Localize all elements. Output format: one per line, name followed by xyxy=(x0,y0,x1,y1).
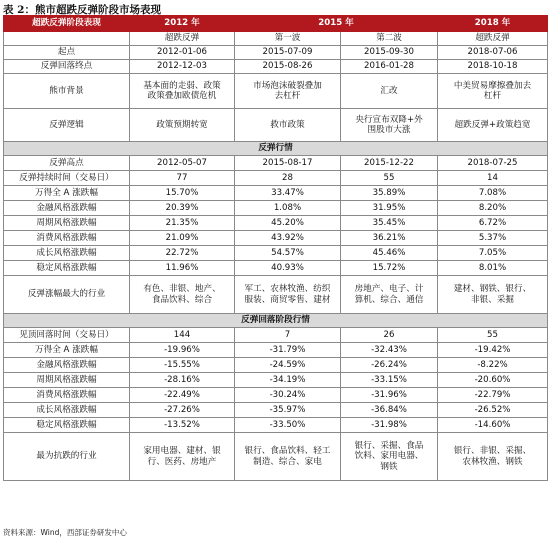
data-cell: 6.72% xyxy=(438,216,548,231)
data-cell: 政策预期转宽 xyxy=(130,109,235,142)
data-cell: 2018-07-25 xyxy=(438,156,548,171)
data-cell: 8.01% xyxy=(438,261,548,276)
row-label-cell: 反弹涨幅最大的行业 xyxy=(4,276,130,314)
subheader-row xyxy=(4,32,548,46)
market-table xyxy=(3,15,548,481)
row-label-cell: 万得全 A 涨跌幅 xyxy=(4,343,130,358)
data-cell: -31.98% xyxy=(341,418,438,433)
table-row xyxy=(4,74,548,109)
data-cell: 救市政策 xyxy=(235,109,341,142)
data-cell: 15.70% xyxy=(130,186,235,201)
data-cell: 15.72% xyxy=(341,261,438,276)
row-label-cell: 见顶回落时间（交易日） xyxy=(4,328,130,343)
table-row xyxy=(4,433,548,481)
table-row xyxy=(4,418,548,433)
data-cell: 超跌反弹+政策趋宽 xyxy=(438,109,548,142)
data-cell: 2015-07-09 xyxy=(235,46,341,60)
data-cell: 45.46% xyxy=(341,246,438,261)
data-cell: 35.45% xyxy=(341,216,438,231)
row-label-cell: 金融风格涨跌幅 xyxy=(4,358,130,373)
data-cell: -20.60% xyxy=(438,373,548,388)
row-label-cell: 周期风格涨跌幅 xyxy=(4,373,130,388)
table-row xyxy=(4,109,548,142)
data-cell: 基本面的走弱、政策 政策叠加欧债危机 xyxy=(130,74,235,109)
section-row xyxy=(4,142,548,156)
header-cell-2018: 2018 年 xyxy=(438,16,548,32)
data-cell: 21.09% xyxy=(130,231,235,246)
table-row xyxy=(4,388,548,403)
data-cell: 8.20% xyxy=(438,201,548,216)
subheader-empty xyxy=(4,32,130,46)
table-row xyxy=(4,46,548,60)
data-cell: 55 xyxy=(341,171,438,186)
table-row xyxy=(4,156,548,171)
data-cell: -22.49% xyxy=(130,388,235,403)
data-cell: 银行、食品饮料、轻工 制造、综合、家电 xyxy=(235,433,341,481)
data-cell: -14.60% xyxy=(438,418,548,433)
data-cell: -22.79% xyxy=(438,388,548,403)
table-row xyxy=(4,186,548,201)
data-cell: -26.24% xyxy=(341,358,438,373)
data-cell: 11.96% xyxy=(130,261,235,276)
table-row xyxy=(4,231,548,246)
data-cell: 2015-09-30 xyxy=(341,46,438,60)
data-cell: -26.52% xyxy=(438,403,548,418)
section-row xyxy=(4,314,548,328)
row-label-cell: 消费风格涨跌幅 xyxy=(4,388,130,403)
data-cell: 45.20% xyxy=(235,216,341,231)
data-cell: -8.22% xyxy=(438,358,548,373)
data-cell: 5.37% xyxy=(438,231,548,246)
data-cell: 43.92% xyxy=(235,231,341,246)
data-cell: 汇改 xyxy=(341,74,438,109)
row-label-cell: 成长风格涨跌幅 xyxy=(4,246,130,261)
data-cell: 21.35% xyxy=(130,216,235,231)
row-label-cell: 反弹逻辑 xyxy=(4,109,130,142)
data-cell: 7.05% xyxy=(438,246,548,261)
table-row xyxy=(4,403,548,418)
data-cell: 2015-12-22 xyxy=(341,156,438,171)
data-cell: 28 xyxy=(235,171,341,186)
header-cell-label: 超跌反弹阶段表现 xyxy=(4,16,130,32)
data-cell: -32.43% xyxy=(341,343,438,358)
data-cell: -35.97% xyxy=(235,403,341,418)
data-cell: -33.50% xyxy=(235,418,341,433)
data-cell: 35.89% xyxy=(341,186,438,201)
data-cell: 77 xyxy=(130,171,235,186)
row-label-cell: 反弹高点 xyxy=(4,156,130,171)
table-row xyxy=(4,60,548,74)
data-cell: -19.96% xyxy=(130,343,235,358)
data-cell: 36.21% xyxy=(341,231,438,246)
table-row xyxy=(4,358,548,373)
data-cell: -13.52% xyxy=(130,418,235,433)
subheader-cell: 超跌反弹 xyxy=(130,32,235,46)
row-label-cell: 万得全 A 涨跌幅 xyxy=(4,186,130,201)
data-cell: 1.08% xyxy=(235,201,341,216)
data-cell: 2012-01-06 xyxy=(130,46,235,60)
row-label-cell: 周期风格涨跌幅 xyxy=(4,216,130,231)
data-cell: 144 xyxy=(130,328,235,343)
table-caption: 表 2：熊市超跌反弹阶段市场表现 xyxy=(3,4,161,16)
data-cell: -24.59% xyxy=(235,358,341,373)
data-cell: 2015-08-26 xyxy=(235,60,341,74)
table-row xyxy=(4,373,548,388)
table-header-row xyxy=(4,16,548,32)
data-cell: 7 xyxy=(235,328,341,343)
data-cell: 40.93% xyxy=(235,261,341,276)
data-cell: 55 xyxy=(438,328,548,343)
table-row xyxy=(4,216,548,231)
header-cell-2015: 2015 年 xyxy=(235,16,438,32)
row-label-cell: 反弹回落终点 xyxy=(4,60,130,74)
market-table-container xyxy=(3,15,547,481)
table-row xyxy=(4,246,548,261)
data-cell: 中美贸易摩擦叠加去 杠杆 xyxy=(438,74,548,109)
data-cell: 2012-05-07 xyxy=(130,156,235,171)
data-cell: 20.39% xyxy=(130,201,235,216)
data-cell: -31.96% xyxy=(341,388,438,403)
data-cell: 银行、采掘、食品 饮料、家用电器、 钢铁 xyxy=(341,433,438,481)
data-cell: 2015-08-17 xyxy=(235,156,341,171)
source-note: 资料来源：Wind，西部证券研发中心 xyxy=(3,528,127,537)
table-body xyxy=(4,16,548,481)
data-cell: 军工、农林牧渔、纺织 服装、商贸零售、建材 xyxy=(235,276,341,314)
row-label-cell: 反弹持续时间（交易日） xyxy=(4,171,130,186)
data-cell: -15.55% xyxy=(130,358,235,373)
row-label-cell: 成长风格涨跌幅 xyxy=(4,403,130,418)
table-row xyxy=(4,276,548,314)
data-cell: -28.16% xyxy=(130,373,235,388)
header-cell-2012: 2012 年 xyxy=(130,16,235,32)
row-label-cell: 消费风格涨跌幅 xyxy=(4,231,130,246)
table-row xyxy=(4,328,548,343)
row-label-cell: 稳定风格涨跌幅 xyxy=(4,418,130,433)
data-cell: 家用电器、建材、银 行、医药、房地产 xyxy=(130,433,235,481)
data-cell: 22.72% xyxy=(130,246,235,261)
data-cell: 银行、非银、采掘、 农林牧渔、钢铁 xyxy=(438,433,548,481)
data-cell: -19.42% xyxy=(438,343,548,358)
table-row xyxy=(4,171,548,186)
table-row xyxy=(4,201,548,216)
data-cell: 26 xyxy=(341,328,438,343)
data-cell: 2016-01-28 xyxy=(341,60,438,74)
table-row xyxy=(4,261,548,276)
data-cell: 14 xyxy=(438,171,548,186)
data-cell: 2012-12-03 xyxy=(130,60,235,74)
data-cell: 33.47% xyxy=(235,186,341,201)
row-label-cell: 金融风格涨跌幅 xyxy=(4,201,130,216)
subheader-cell: 超跌反弹 xyxy=(438,32,548,46)
data-cell: -30.24% xyxy=(235,388,341,403)
data-cell: 2018-07-06 xyxy=(438,46,548,60)
table-row xyxy=(4,343,548,358)
data-cell: 有色、非银、地产、 食品饮料、综合 xyxy=(130,276,235,314)
section-title: 反弹行情 xyxy=(4,142,548,156)
data-cell: -33.15% xyxy=(341,373,438,388)
subheader-cell: 第一波 xyxy=(235,32,341,46)
row-label-cell: 起点 xyxy=(4,46,130,60)
row-label-cell: 最为抗跌的行业 xyxy=(4,433,130,481)
data-cell: 7.08% xyxy=(438,186,548,201)
row-label-cell: 熊市背景 xyxy=(4,74,130,109)
data-cell: 市场泡沫破裂叠加 去杠杆 xyxy=(235,74,341,109)
data-cell: -34.19% xyxy=(235,373,341,388)
data-cell: 31.95% xyxy=(341,201,438,216)
data-cell: 54.57% xyxy=(235,246,341,261)
section-title: 反弹回落阶段行情 xyxy=(4,314,548,328)
data-cell: 房地产、电子、计 算机、综合、通信 xyxy=(341,276,438,314)
data-cell: -31.79% xyxy=(235,343,341,358)
data-cell: 央行宣布双降+外 围股市大涨 xyxy=(341,109,438,142)
data-cell: 2018-10-18 xyxy=(438,60,548,74)
row-label-cell: 稳定风格涨跌幅 xyxy=(4,261,130,276)
data-cell: -27.26% xyxy=(130,403,235,418)
data-cell: -36.84% xyxy=(341,403,438,418)
subheader-cell: 第二波 xyxy=(341,32,438,46)
data-cell: 建材、钢铁、银行、 非银、采掘 xyxy=(438,276,548,314)
